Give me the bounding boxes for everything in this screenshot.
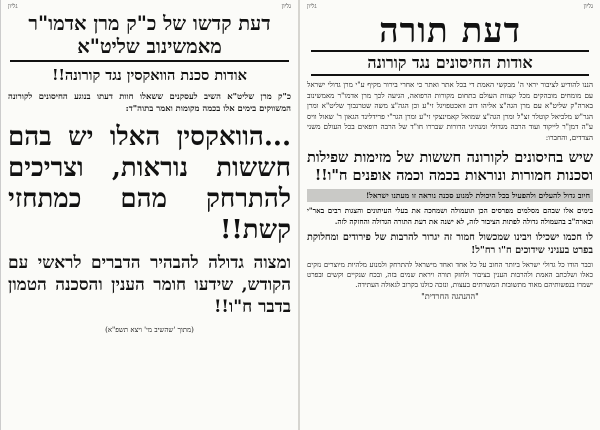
left-title: דעת קדשו של כ"ק מרן אדמו"ר מאמשינוב שליט"א xyxy=(28,12,271,58)
left-body-paragraph: כ"ק מרן שליט"א השיב לעסקנים ששאלו חוות דעתו בנוגע החיסונים לקורונה המשווקים בימים אלו בכמה מקומות ואמר בתוה"ד: xyxy=(8,91,291,113)
left-header-right: גליון xyxy=(281,3,291,10)
page-subtitle: אודות החיסונים נגד קורונה xyxy=(311,50,589,76)
right-page xyxy=(300,0,600,430)
left-page xyxy=(0,0,298,430)
paragraph-3: לו חכמו ישכילו ויבינו שמכשול חמור זה יגרור להרבות של פירודים ומחלוקת בפרט בעניני שידוכים ח"ו רח"ל! xyxy=(307,232,593,256)
bold-statement: שיש בחיסונים לקורונה חששות של מזימות שפילות וסכנות חמורות ונוראות בכמה וכמה אופנים ח"ו!! xyxy=(307,149,593,184)
right-header-right: גליון xyxy=(583,3,593,10)
source-note: (מתוך 'שהשיב מי' ויצא תשפ"א) xyxy=(105,326,194,334)
page-fold xyxy=(298,0,300,430)
right-header-left: גליון xyxy=(307,3,317,10)
signature: "ההנהגה החרדית" xyxy=(421,292,479,301)
mitzvah-statement: ומצוה גדולה להבהיר הדברים לראשי עם הקודש, שידעו חומר הענין והסכנה הטמון בדבר ח"ו!! xyxy=(8,253,291,317)
left-header-strip xyxy=(8,3,291,11)
title-divider xyxy=(10,60,289,62)
paragraph-2: בימים אלו שבהם מסלמים מפרסים הכן תועמולה ושמחכה את בעלי העיתונים והצגות רבים באר"י ובארה"ב בהעמולה גדולה לפתות הציבור לזה, לא ישנה את דעת התורה הגדולה והחזקה לזה. xyxy=(307,206,593,226)
highlight-band: חיוב גדול להעלים ולהפעיל בכל היכולת למנוע סכנה נוראה זו מעתנו ישראל! xyxy=(307,189,593,202)
right-header-strip xyxy=(307,3,593,11)
page-title: דעת תורה xyxy=(379,11,521,51)
left-header-left: גליון xyxy=(8,3,18,10)
rebbe-quote: ...הוואקסין האלו יש בהם חששות נוראות, וצריכים להתרחק מהם כמתחזי קשת!! xyxy=(8,122,291,245)
paragraph-4: וכבר הודו כל גדולי ישראל ביותר החוב על כל אחד ואחד מישראל להתרחק ולמנוע מלהיות מיוצרים נזקים כאלו ושלכתב האמת ולהרבות הענין בציבור ולחזק תורה ויראת שמים בזה, ובכח שנקיים וקשים ובפרט ישמרו בנפשותיהם מאוד מתשובות המשרתים בעצות, ונזכה כולנו בקרוב לגאולה העתידה. xyxy=(307,261,593,289)
left-subtitle: אודות סכנת הוואקסין נגד קורונה!! xyxy=(52,67,247,84)
intro-paragraph: הננו להודיע לציבור יראי ה' מבקשי האמת די בכל אתר ואתר כי אחרי בירור מקיף ע"י מרן גדולי ישראל עם מומחים מובהקים מכל קצוות העולם בתחום מקורות הרפואה, הגיעה לכך מרן אדמו"ר מאמשינוב בארה"ק שליט"א עם מרן הגה"צ אליהו דוב וואכטפויגל זי"ע וכן הגה"צ משה שטרנבוך שליט"א ומרן הגר"ש מלכיאל קוטלר זצ"ל ומרן הגה"צ שמואל קאמינצקי זי"ע ומרן הגר"י פרידלינד הגאון ר' שאול וויס ע"ה דמן"ר לייקוד ועוד הרבה מגדולי ומנהיגי הדורות שבררו חו"ד של הרבה רופאים בכל העולם משני הצדדים, והחברו: xyxy=(307,80,593,142)
